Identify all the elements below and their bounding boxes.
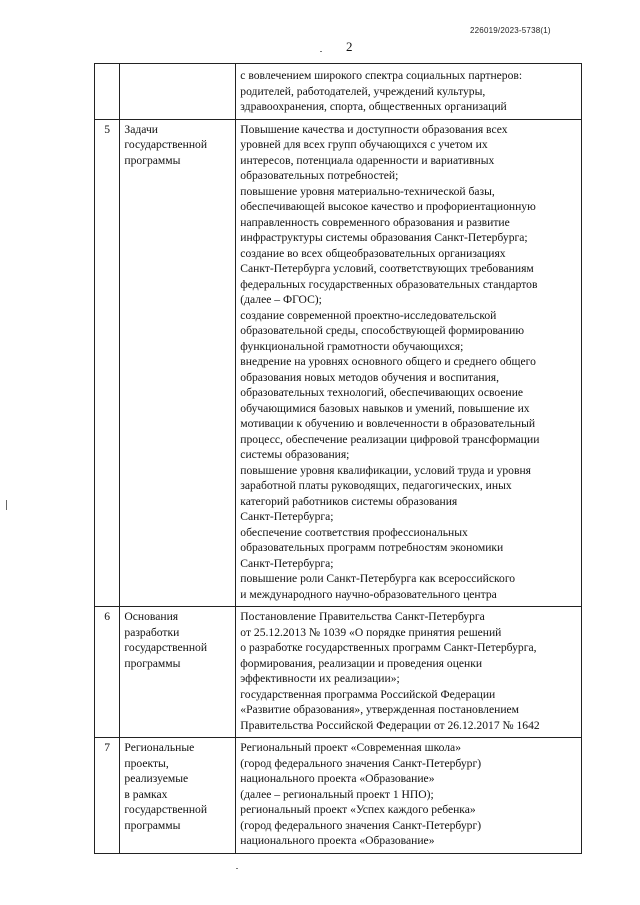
row-content-line: обеспечение соответствия профессиональных: [240, 525, 468, 539]
row-content-line: создание современной проектно-исследовательской: [240, 308, 497, 322]
row-content-line: направленность современного образования и развитие: [240, 215, 510, 229]
row-title-line: разработки: [124, 625, 180, 639]
row-content-line: повышение роли Санкт-Петербурга как всероссийского: [240, 572, 516, 585]
row-title-line: программы: [124, 656, 181, 670]
row-title: [120, 738, 236, 854]
row-content-line: с вовлечением широкого спектра социальных партнеров:: [240, 69, 523, 82]
row-title: [120, 64, 236, 120]
row-title-line: Задачи: [124, 122, 158, 136]
table-row: [95, 607, 582, 738]
row-content: [236, 607, 582, 738]
row-content: [236, 64, 582, 120]
row-content-line: (далее – региональный проект 1 НПО);: [240, 787, 434, 801]
page-number: 2: [346, 39, 353, 54]
row-content-line: повышение уровня материально-технической базы,: [240, 184, 495, 198]
row-number: 6: [95, 607, 120, 738]
row-content-line: здравоохранения, спорта, общественных организаций: [240, 100, 507, 113]
row-content-line: о разработке государственных программ Санкт-Петербурга,: [240, 641, 537, 654]
row-content-line: образовательной среды, способствующей формированию: [240, 324, 525, 337]
row-title-line: Региональные: [124, 741, 195, 754]
row-content-line: (далее – ФГОС);: [240, 293, 322, 306]
document-number: 226019/2023-5738(1): [470, 26, 551, 35]
row-number: [95, 64, 120, 120]
row-title: [120, 119, 236, 607]
row-content-line: Правительства Российской Федерации от 26.12.2017 № 1642: [240, 718, 540, 732]
table-row: [95, 738, 582, 854]
row-content-line: Санкт-Петербурга;: [240, 556, 334, 570]
row-content-line: региональный проект «Успех каждого ребенка»: [240, 803, 476, 816]
row-content-line: государственная программа Российской Федерации: [240, 687, 496, 701]
row-title-line: в рамках: [124, 787, 168, 801]
row-number: 5: [95, 119, 120, 607]
table-row: [95, 119, 582, 607]
row-content-line: заработной платы руководящих, педагогических, иных: [240, 479, 512, 492]
row-content-line: (город федерального значения Санкт-Петербург): [240, 756, 482, 770]
row-content-line: уровней для всех групп обучающихся с учетом их: [240, 138, 488, 151]
row-content-line: интересов, потенциала одаренности и вариативных: [240, 153, 495, 167]
row-content-line: функциональной грамотности обучающихся;: [240, 339, 464, 353]
row-content-line: внедрение на уровнях основного общего и среднего общего: [240, 355, 536, 368]
row-title-line: государственной: [124, 803, 208, 816]
row-content-line: образовательных программ потребностям экономики: [240, 541, 504, 554]
row-content-line: и международного научно-образовательного центра: [240, 587, 497, 601]
row-title-line: проекты,: [124, 756, 169, 770]
row-title-line: программы: [124, 818, 181, 832]
row-content-line: «Развитие образования», утвержденная постановлением: [240, 703, 519, 716]
row-content-line: обучающимися базовых навыков и умений, повышение их: [240, 401, 530, 415]
row-content-line: образовательных потребностей;: [240, 169, 399, 182]
row-content-line: (город федерального значения Санкт-Петербург): [240, 818, 482, 832]
row-content-line: от 25.12.2013 № 1039 «О порядке принятия решений: [240, 625, 502, 639]
scan-speck: [236, 868, 238, 869]
program-passport-table: [94, 63, 582, 854]
row-title-line: Основания: [124, 610, 179, 623]
row-content-line: системы образования;: [240, 448, 350, 461]
row-content-line: национального проекта «Образование»: [240, 834, 435, 847]
row-content-line: создание во всех общеобразовательных организациях: [240, 246, 506, 260]
row-content: [236, 119, 582, 607]
row-content-line: мотивации к обучению и вовлеченности в образовательный: [240, 417, 536, 430]
row-content-line: федеральных государственных образовательных стандартов: [240, 277, 538, 291]
row-title-line: программы: [124, 153, 181, 167]
row-content-line: повышение уровня квалификации, условий труда и уровня: [240, 463, 531, 477]
table-row: [95, 64, 582, 120]
row-content-line: Санкт-Петербурга условий, соответствующих требованиям: [240, 262, 534, 275]
row-content-line: образования новых методов обучения и воспитания,: [240, 370, 500, 384]
row-content: [236, 738, 582, 854]
row-content-line: Постановление Правительства Санкт-Петербурга: [240, 610, 485, 623]
row-content-line: Региональный проект «Современная школа»: [240, 741, 462, 754]
row-content-line: национального проекта «Образование»: [240, 772, 435, 785]
row-content-line: категорий работников системы образования: [240, 494, 458, 508]
scan-speck: [320, 51, 322, 52]
row-content-line: образовательных технологий, обеспечивающих освоение: [240, 386, 524, 399]
row-number: 7: [95, 738, 120, 854]
row-title: [120, 607, 236, 738]
row-content-line: инфраструктуры системы образования Санкт-Петербурга;: [240, 231, 528, 244]
row-content-line: формирования, реализации и проведения оценки: [240, 656, 483, 670]
row-title-line: государственной: [124, 641, 208, 654]
scan-margin-mark: [6, 500, 7, 510]
row-content-line: Санкт-Петербурга;: [240, 510, 334, 523]
row-title-line: реализуемые: [124, 772, 189, 785]
row-content-line: процесс, обеспечение реализации цифровой трансформации: [240, 432, 540, 446]
row-content-line: эффективности их реализации»;: [240, 672, 400, 685]
row-content-line: Повышение качества и доступности образования всех: [240, 122, 508, 136]
row-title-line: государственной: [124, 138, 208, 151]
row-content-line: родителей, работодателей, учреждений культуры,: [240, 84, 486, 98]
row-content-line: обеспечивающей высокое качество и профориентационную: [240, 200, 536, 213]
